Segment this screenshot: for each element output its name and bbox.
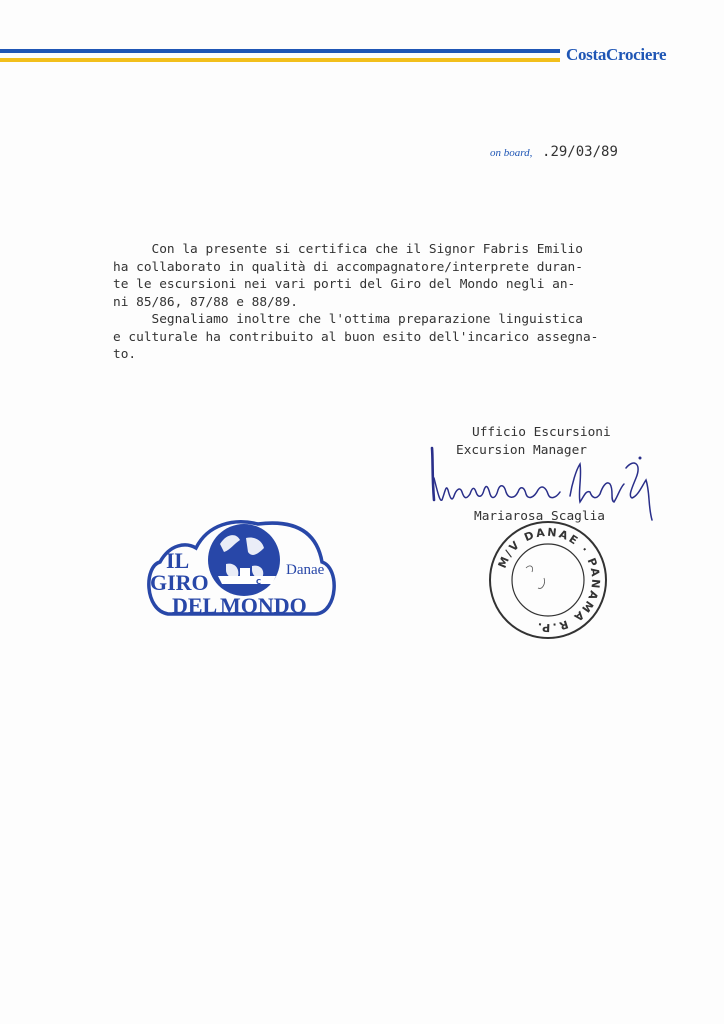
body-line: e culturale ha contribuito al buon esito dell'incarico assegna- <box>113 329 599 345</box>
body-line: te le escursioni nei vari porti del Giro del Mondo negli an- <box>113 277 576 292</box>
dateline-label: on board, <box>490 147 533 159</box>
body-line: to. <box>113 347 137 362</box>
letterhead-yellow-stripe <box>0 58 560 62</box>
body-line: ni 85/86, 87/88 e 88/89. <box>113 294 298 310</box>
body-line: Con la presente si certifica che il Signor Fabris Emilio <box>113 242 583 257</box>
body-line: Segnaliamo inoltre che l'ottima preparazione linguistica <box>113 312 583 327</box>
globe-icon <box>208 524 280 596</box>
body-line: ha collaborato in qualità di accompagnatore/interprete duran- <box>113 259 583 275</box>
logo-text-mondo: MONDO <box>220 593 307 618</box>
dateline-date: .29/03/89 <box>542 144 618 160</box>
logo-text-del: DEL <box>172 593 218 618</box>
letter-body <box>113 241 673 364</box>
ship-stamp-text: M/V DANAE · PANAMA R.P. <box>495 525 603 635</box>
ship-icon <box>218 576 276 584</box>
ship-round-stamp <box>486 518 610 642</box>
letterhead-blue-stripe <box>0 49 560 53</box>
signer-title: Excursion Manager <box>456 443 587 458</box>
brand-logo-text: CostaCrociere <box>566 45 667 64</box>
logo-text-giro: GIRO <box>150 570 209 595</box>
giro-del-mondo-logo-stamp <box>140 514 342 626</box>
logo-text-il: IL <box>166 548 190 573</box>
logo-mark: C <box>256 578 262 586</box>
logo-ship-name: Danae <box>286 562 325 578</box>
dateline <box>490 141 618 160</box>
office-name: Ufficio Escursioni <box>472 425 611 440</box>
signer-name: Mariarosa Scaglia <box>474 509 605 524</box>
